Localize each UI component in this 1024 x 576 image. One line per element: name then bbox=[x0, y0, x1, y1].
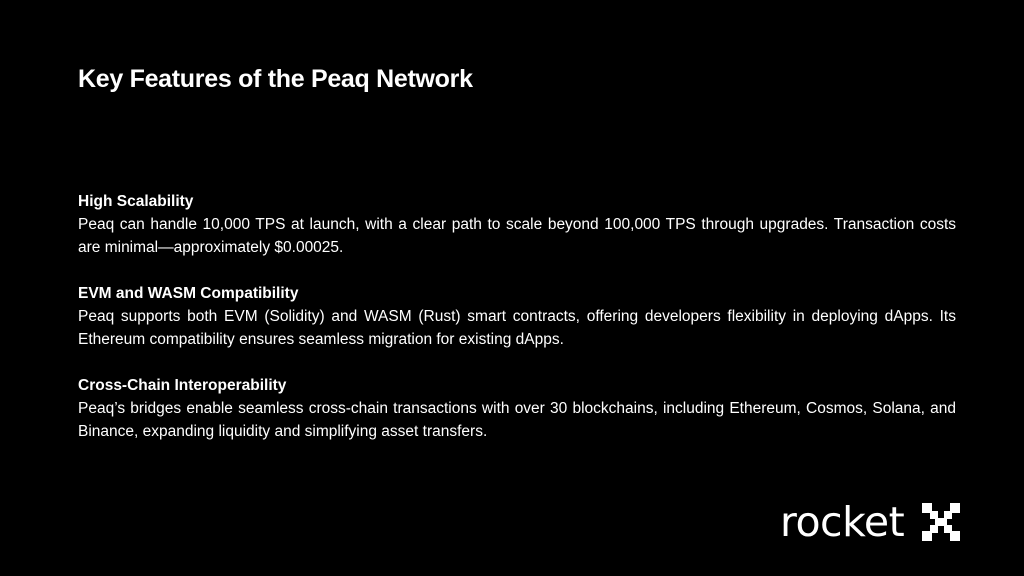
feature-item bbox=[78, 374, 956, 443]
x-mark-icon bbox=[922, 503, 960, 541]
feature-description: Peaq supports both EVM (Solidity) and WASM (Rust) smart contracts, offering developers flexibility in deploying dApps. Its Ethereum compatibility ensures seamless migration for existing dApps. bbox=[78, 308, 956, 348]
feature-heading: High Scalability bbox=[78, 193, 194, 210]
feature-heading: Cross-Chain Interoperability bbox=[78, 377, 287, 394]
rocketx-logo bbox=[780, 498, 960, 546]
feature-description: Peaq’s bridges enable seamless cross-chain transactions with over 30 blockchains, including Ethereum, Cosmos, Solana, and Binance, expanding liquidity and simplifying asset transfers. bbox=[78, 400, 956, 440]
feature-item bbox=[78, 282, 956, 351]
slide-title: Key Features of the Peaq Network bbox=[78, 65, 473, 93]
feature-description: Peaq can handle 10,000 TPS at launch, with a clear path to scale beyond 100,000 TPS through upgrades. Transaction costs are minimal—approximately $0.00025. bbox=[78, 216, 956, 256]
feature-list bbox=[78, 190, 956, 466]
logo-wordmark: rocket bbox=[780, 498, 905, 546]
feature-item bbox=[78, 190, 956, 259]
feature-heading: EVM and WASM Compatibility bbox=[78, 285, 299, 302]
